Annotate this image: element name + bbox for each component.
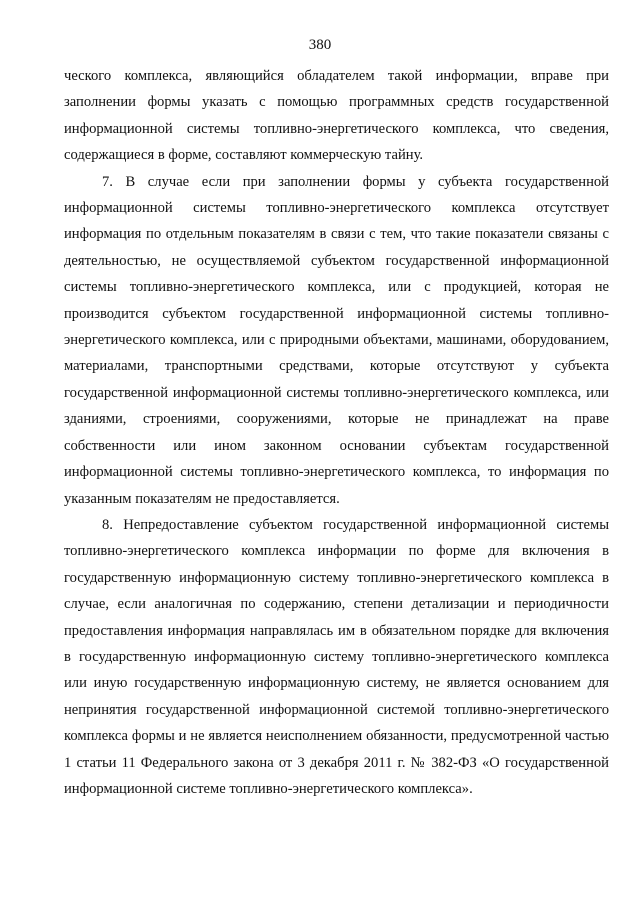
document-body [64,63,609,802]
paragraph-item-8: 8. Непредоставление субъектом государственной информационной системы топливно-энергетического комплекса информации по форме для включения в государственную информационную систему топливно-энергетического комплекса в случае, если аналогичная по содержанию, степени детализации и периодичности предоставления информация направлялась им в обязательном порядке для включения в государственную информационную систему топливно-энергетического комплекса или иную государственную информационную систему, не является основанием для непринятия государственной информационной системой топливно-энергетического комплекса формы и не является неисполнением обязанности, предусмотренной частью 1 статьи 11 Федерального закона от 3 декабря 2011 г. № 382-ФЗ «О государственной информационной системе топливно-энергетического комплекса». [64,516,609,797]
paragraph-item-7: 7. В случае если при заполнении формы у субъекта государственной информационной системы топливно-энергетического комплекса отсутствует информация по отдельным показателям в связи с тем, что такие показатели связаны с деятельностью, не осуществляемой субъектом государственной информационной системы топливно-энергетического комплекса, или с продукцией, которая не производится субъектом государственной информационной системы топливно-энергетического комплекса, или с природными объектами, машинами, оборудованием, материалами, транспортными средствами, которые отсутствуют у субъекта государственной информационной системы топливно-энергетического комплекса, или зданиями, строениями, сооружениями, которые не принадлежат на праве собственности или ином законном основании субъектам государственной информационной системы топливно-энергетического комплекса, то информация по указанным показателям не предоставляется. [64,173,609,507]
paragraph-continuation: ческого комплекса, являющийся обладателем такой информации, вправе при заполнении формы указать с помощью программных средств государственной информационной системы топливно-энергетического комплекса, что сведения, содержащиеся в форме, составляют коммерческую тайну. [64,68,609,164]
page-number: 380 [308,37,332,53]
